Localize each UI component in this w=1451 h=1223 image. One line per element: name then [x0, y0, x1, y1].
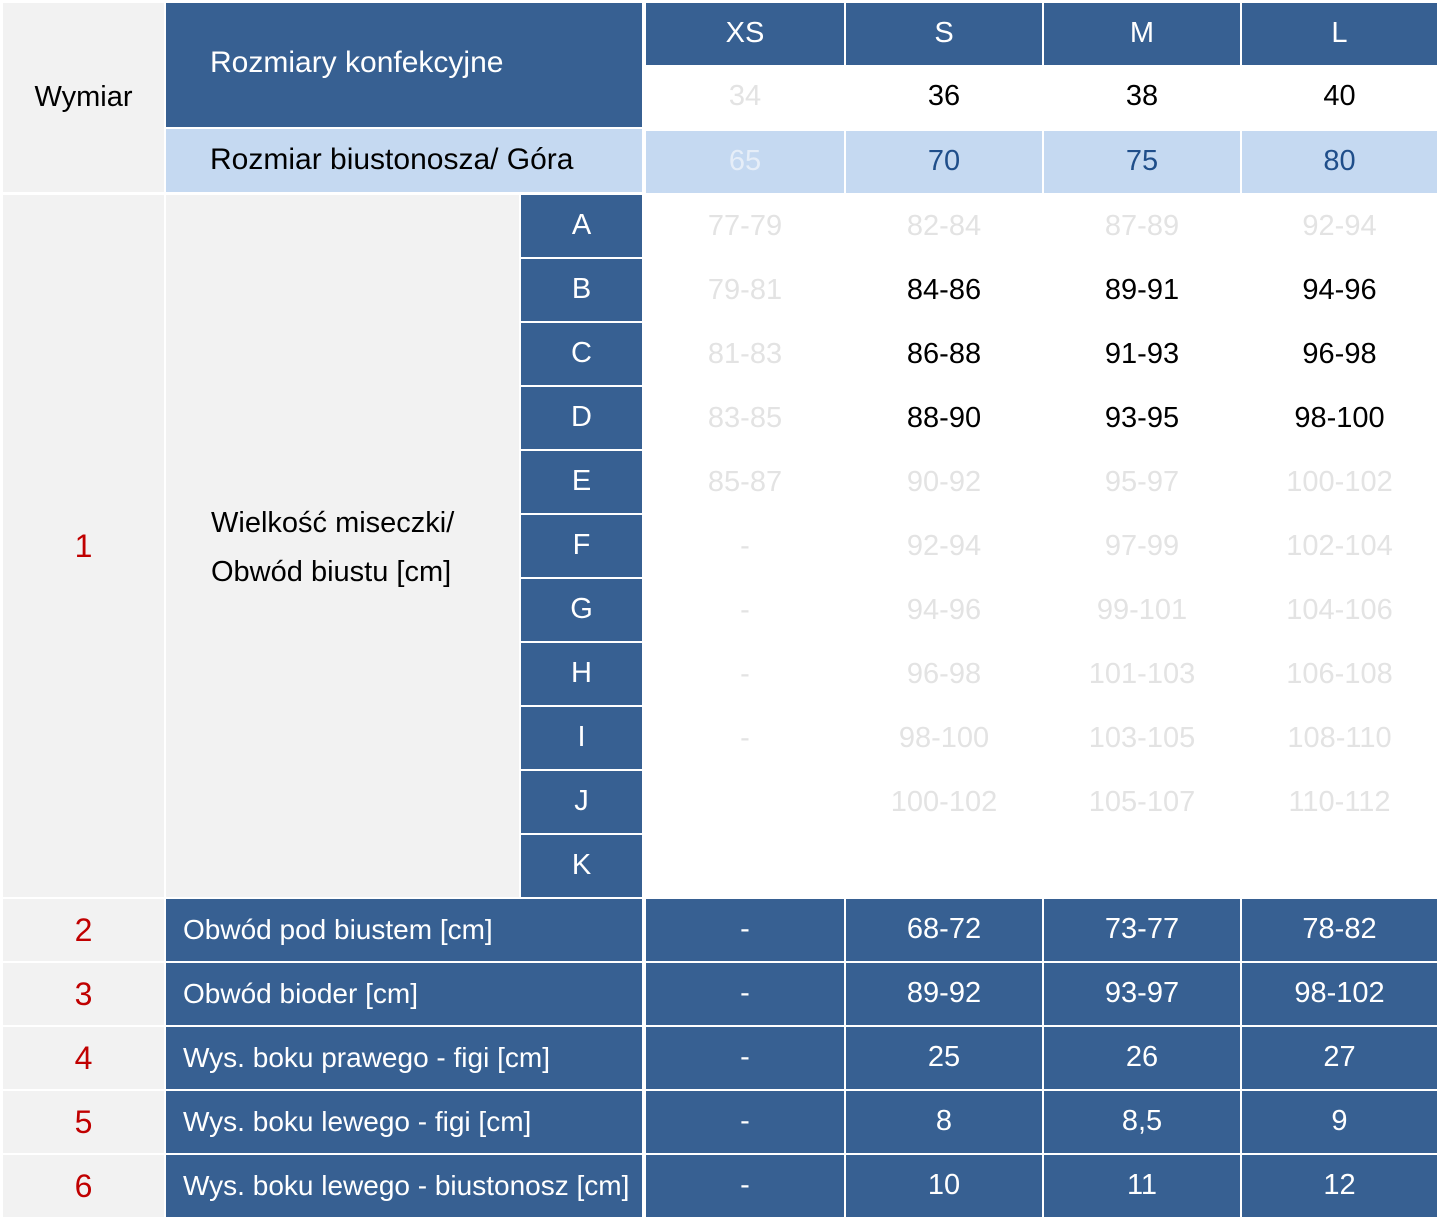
- cup-label-line-1: Wielkość miseczki/: [211, 506, 455, 539]
- cup-K-S: [846, 836, 1042, 897]
- measurement-label-5: Wys. boku lewego - figi [cm]: [166, 1091, 642, 1153]
- cup-I-XS: -: [646, 708, 844, 769]
- measurement-5-S: 8: [846, 1091, 1042, 1153]
- cup-H-S: 96-98: [846, 644, 1042, 705]
- measurement-4-L: 27: [1242, 1027, 1437, 1089]
- measurement-label-4: Wys. boku prawego - figi [cm]: [166, 1027, 642, 1089]
- cup-label-line-2: Obwód biustu [cm]: [211, 556, 452, 588]
- cup-letter-D: D: [521, 387, 642, 449]
- cup-D-XS: 83-85: [646, 388, 844, 449]
- cup-G-XS: -: [646, 580, 844, 641]
- row-number-6: 6: [3, 1155, 164, 1217]
- measurement-6-M: 11: [1044, 1155, 1240, 1217]
- bra-band-S: 70: [846, 131, 1042, 193]
- cup-letter-K: K: [521, 835, 642, 897]
- measurement-6-XS: -: [646, 1155, 844, 1217]
- cup-C-L: 96-98: [1242, 324, 1437, 385]
- eu-size-XS: 34: [646, 67, 844, 127]
- cup-D-S: 88-90: [846, 388, 1042, 449]
- bra-size-header: Rozmiar biustonosza/ Góra: [166, 129, 642, 192]
- cup-D-L: 98-100: [1242, 388, 1437, 449]
- cup-B-S: 84-86: [846, 260, 1042, 321]
- cup-letter-A: A: [521, 195, 642, 257]
- cup-E-M: 95-97: [1044, 452, 1240, 513]
- eu-size-M: 38: [1044, 67, 1240, 127]
- cup-letter-F: F: [521, 515, 642, 577]
- cup-A-S: 82-84: [846, 196, 1042, 257]
- cup-letter-E: E: [521, 451, 642, 513]
- measurement-5-L: 9: [1242, 1091, 1437, 1153]
- measurement-label-3: Obwód bioder [cm]: [166, 963, 642, 1025]
- measurement-3-XS: -: [646, 963, 844, 1025]
- bra-band-L: 80: [1242, 131, 1437, 193]
- cup-C-XS: 81-83: [646, 324, 844, 385]
- row-number-2: 2: [3, 899, 164, 961]
- rozmiary-header: Rozmiary konfekcyjne: [166, 3, 642, 127]
- eu-size-L: 40: [1242, 67, 1437, 127]
- cup-F-L: 102-104: [1242, 516, 1437, 577]
- cup-F-S: 92-94: [846, 516, 1042, 577]
- measurement-4-S: 25: [846, 1027, 1042, 1089]
- cup-E-XS: 85-87: [646, 452, 844, 513]
- cup-H-L: 106-108: [1242, 644, 1437, 705]
- cup-G-S: 94-96: [846, 580, 1042, 641]
- cup-E-L: 100-102: [1242, 452, 1437, 513]
- row-number-4: 4: [3, 1027, 164, 1089]
- eu-size-S: 36: [846, 67, 1042, 127]
- measurement-5-XS: -: [646, 1091, 844, 1153]
- cup-F-M: 97-99: [1044, 516, 1240, 577]
- measurement-label-6: Wys. boku lewego - biustonosz [cm]: [166, 1155, 642, 1217]
- cup-K-L: [1242, 836, 1437, 897]
- measurement-3-M: 93-97: [1044, 963, 1240, 1025]
- measurement-label-2: Obwód pod biustem [cm]: [166, 899, 642, 961]
- cup-A-M: 87-89: [1044, 196, 1240, 257]
- cup-K-M: [1044, 836, 1240, 897]
- cup-K-XS: [646, 836, 844, 897]
- measurement-3-S: 89-92: [846, 963, 1042, 1025]
- measurement-2-M: 73-77: [1044, 899, 1240, 961]
- cup-G-L: 104-106: [1242, 580, 1437, 641]
- measurement-6-S: 10: [846, 1155, 1042, 1217]
- size-col-S: S: [846, 3, 1042, 65]
- measurement-5-M: 8,5: [1044, 1091, 1240, 1153]
- cup-I-M: 103-105: [1044, 708, 1240, 769]
- cup-J-S: 100-102: [846, 772, 1042, 833]
- measurement-6-L: 12: [1242, 1155, 1437, 1217]
- cup-I-L: 108-110: [1242, 708, 1437, 769]
- cup-H-M: 101-103: [1044, 644, 1240, 705]
- cup-section-label: [166, 195, 519, 897]
- cup-A-XS: 77-79: [646, 196, 844, 257]
- cup-letter-I: I: [521, 707, 642, 769]
- measurement-3-L: 98-102: [1242, 963, 1437, 1025]
- measurement-4-XS: -: [646, 1027, 844, 1089]
- cup-letter-G: G: [521, 579, 642, 641]
- cup-F-XS: -: [646, 516, 844, 577]
- measurement-2-XS: -: [646, 899, 844, 961]
- bra-band-XS: 65: [646, 131, 844, 193]
- cup-letter-B: B: [521, 259, 642, 321]
- cup-letter-J: J: [521, 771, 642, 833]
- cup-J-XS: [646, 772, 844, 833]
- cup-B-M: 89-91: [1044, 260, 1240, 321]
- row-number-1: 1: [3, 195, 164, 897]
- cup-letter-H: H: [521, 643, 642, 705]
- cup-I-S: 98-100: [846, 708, 1042, 769]
- cup-H-XS: -: [646, 644, 844, 705]
- measurement-4-M: 26: [1044, 1027, 1240, 1089]
- row-number-5: 5: [3, 1091, 164, 1153]
- cup-J-L: 110-112: [1242, 772, 1437, 833]
- measurement-2-S: 68-72: [846, 899, 1042, 961]
- measurement-2-L: 78-82: [1242, 899, 1437, 961]
- cup-B-XS: 79-81: [646, 260, 844, 321]
- size-col-L: L: [1242, 3, 1437, 65]
- cup-G-M: 99-101: [1044, 580, 1240, 641]
- cup-E-S: 90-92: [846, 452, 1042, 513]
- bra-band-M: 75: [1044, 131, 1240, 193]
- cup-J-M: 105-107: [1044, 772, 1240, 833]
- size-col-M: M: [1044, 3, 1240, 65]
- cup-letter-C: C: [521, 323, 642, 385]
- row-number-3: 3: [3, 963, 164, 1025]
- wymiar-header: Wymiar: [3, 3, 164, 192]
- size-col-XS: XS: [646, 3, 844, 65]
- cup-D-M: 93-95: [1044, 388, 1240, 449]
- cup-C-M: 91-93: [1044, 324, 1240, 385]
- cup-A-L: 92-94: [1242, 196, 1437, 257]
- cup-B-L: 94-96: [1242, 260, 1437, 321]
- cup-C-S: 86-88: [846, 324, 1042, 385]
